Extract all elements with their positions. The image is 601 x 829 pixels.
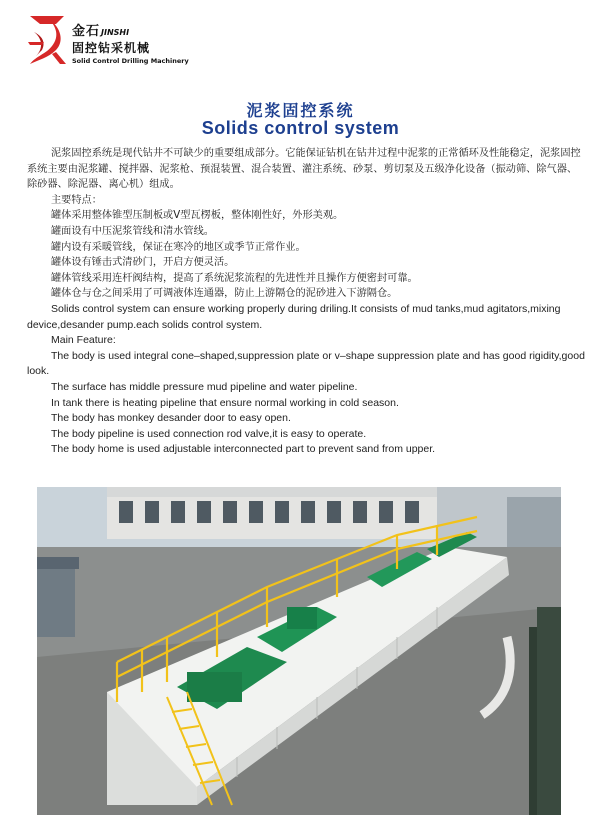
intro-paragraph-cn: 泥浆固控系统是现代钻井不可缺少的重要组成部分。它能保证钻机在钻井过程中泥浆的正常循环及性能稳定，泥浆固控系统主要由泥浆罐、搅拌器、泥浆枪、预混装置、混合装置、灌注系统、砂泵、剪切泵及五级净化设备（振动筛、除气器、除砂器、除泥器、离心机）组成。 xyxy=(27,148,581,191)
jinshi-logo-mark-icon xyxy=(26,12,68,68)
feature-item-cn: 罐面设有中压泥浆管线和清水管线。 xyxy=(51,225,214,237)
feature-item-en: The body pipeline is used connection rod valve,it is easy to operate. xyxy=(51,427,367,440)
intro-paragraph-en: Solids control system can ensure working properly during driling.It consists of mud tanks,mud agitators,mixing device,desander pump.each solids control system. xyxy=(27,302,561,331)
page-title-cn: 泥浆固控系统 xyxy=(246,101,355,120)
description-body xyxy=(27,146,587,458)
page-title-en: Solids control system xyxy=(201,118,400,138)
brand-cn-name: 金石JINSHI xyxy=(72,24,130,39)
features-heading-cn: 主要特点： xyxy=(51,194,102,206)
feature-item-cn: 罐体采用整体锥型压制板或V型瓦楞板，整体刚性好，外形美观。 xyxy=(51,210,344,222)
solids-control-system-photo xyxy=(37,487,561,815)
feature-item-cn: 罐内设有采暖管线，保证在寒冷的地区或季节正常作业。 xyxy=(51,241,306,253)
feature-item-en: The surface has middle pressure mud pipeline and water pipeline. xyxy=(51,380,358,393)
feature-item-en: The body home is used adjustable interconnected part to prevent sand from upper. xyxy=(51,443,436,456)
brand-cn-subtitle: 固控钻采机械 xyxy=(72,41,151,55)
brand-en-short: JINSHI xyxy=(101,28,130,37)
feature-item-cn: 罐体管线采用连杆阀结构，提高了系统泥浆流程的先进性并且操作方便密封可靠。 xyxy=(51,272,418,284)
feature-item-en: The body has monkey desander door to easy open. xyxy=(51,412,291,425)
features-heading-en: Main Feature: xyxy=(51,334,116,347)
feature-item-en: The body is used integral cone–shaped,suppression plate or v–shape suppression plate and has good rigidity,good look. xyxy=(27,349,585,378)
feature-item-cn: 罐体仓与仓之间采用了可调液体连通器，防止上游隔仓的泥砂进入下游隔仓。 xyxy=(51,288,398,300)
feature-item-en: In tank there is heating pipeline that ensure normal working in cold season. xyxy=(51,396,399,409)
company-logo xyxy=(26,12,226,70)
brand-en-subtitle: Solid Control Drilling Machinery xyxy=(72,57,189,65)
equipment-illustration xyxy=(37,487,561,815)
feature-item-cn: 罐体设有锤击式清砂门，开启方便灵活。 xyxy=(51,257,235,269)
